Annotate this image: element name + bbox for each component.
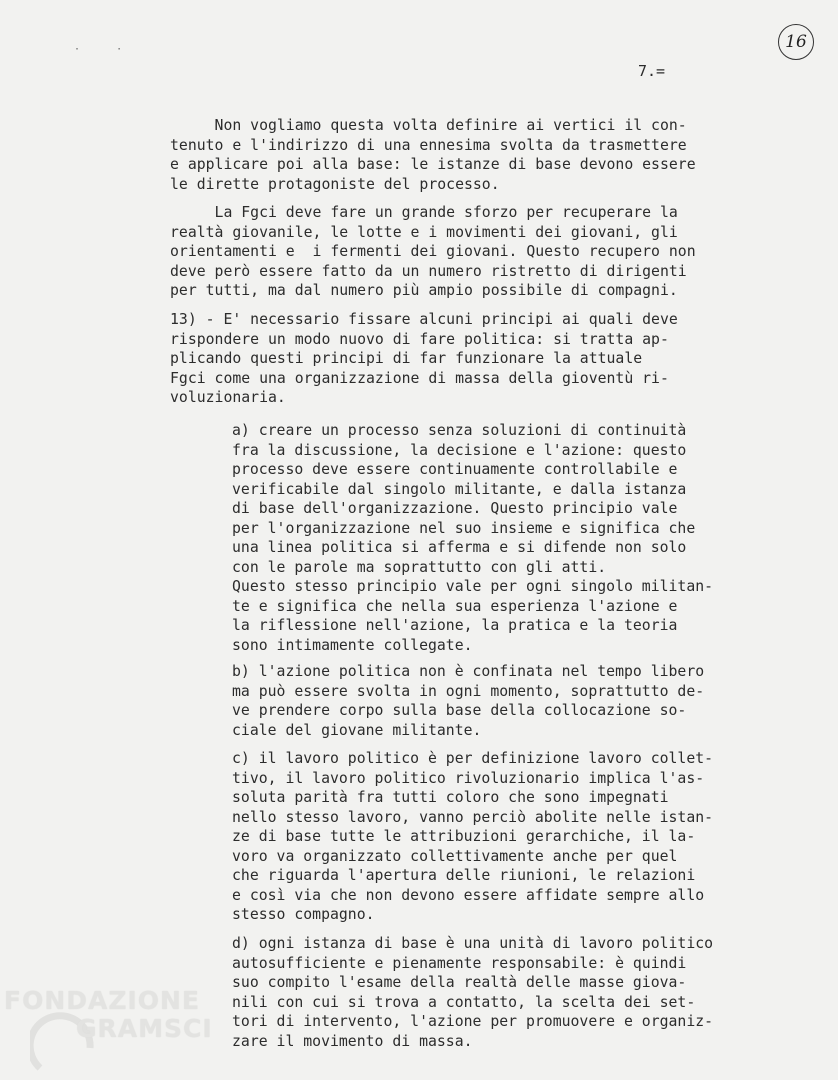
text-line: ze di base tutte le attribuzioni gerarchiche, il la-: [232, 828, 696, 845]
text-line: Questo stesso principio vale per ogni singolo militan-: [232, 578, 714, 595]
text-line: ma può essere svolta in ogni momento, soprattutto de-: [232, 682, 705, 700]
text-line: di base dell'organizzazione. Questo principio vale: [232, 500, 678, 517]
scan-specks: · ·: [74, 44, 123, 55]
text-line: verificabile dal singolo militante, e dalla istanza: [232, 480, 687, 498]
text-line: soluta parità fra tutti coloro che sono impegnati: [232, 789, 669, 806]
text-line: ciale del giovane militante.: [232, 721, 482, 739]
list-item-b: [232, 662, 704, 740]
text-line: sono intimamente collegate.: [232, 636, 473, 654]
text-line: zare il movimento di massa.: [232, 1032, 473, 1050]
handwritten-page-number: 16: [778, 24, 814, 60]
list-item-d: [232, 934, 713, 1051]
text-line: nello stesso lavoro, vanno perciò abolite nelle istan-: [232, 808, 714, 826]
list-item-c: [232, 749, 713, 925]
text-line: e applicare poi alla base: le istanze di base devono essere: [170, 156, 696, 173]
text-line: a) creare un processo senza soluzioni di continuità: [232, 422, 687, 439]
paragraph-point-13: [170, 310, 678, 408]
watermark-line-2: GRAMSCI: [76, 1014, 213, 1043]
text-line: autosufficiente e pienamente responsabile: è quindi: [232, 954, 687, 972]
text-line: orientamenti e i fermenti dei giovani. Questo recupero non: [170, 243, 696, 260]
text-line: nili con cui si trova a contatto, la scelta dei set-: [232, 993, 696, 1011]
text-line: voluzionaria.: [170, 389, 286, 406]
text-line: suo compito l'esame della realtà delle masse giova-: [232, 974, 687, 991]
text-line: per l'organizzazione nel suo insieme e significa che: [232, 519, 696, 537]
text-line: voro va organizzato collettivamente anche per quel: [232, 847, 678, 865]
text-line: b) l'azione politica non è confinata nel tempo libero: [232, 663, 705, 680]
text-line: con le parole ma soprattutto con gli atti.: [232, 558, 607, 576]
paragraph-intro: [170, 116, 696, 194]
text-line: una linea politica si afferma e si difende non solo: [232, 539, 687, 556]
paragraph-fgci: [170, 203, 696, 301]
text-line: realtà giovanile, le lotte e i movimenti dei giovani, gli: [170, 223, 678, 241]
list-item-a: [232, 421, 713, 655]
text-line: rispondere un modo nuovo di fare politica: si tratta ap-: [170, 330, 669, 348]
text-line: deve però essere fatto da un numero ristretto di dirigenti: [170, 262, 687, 280]
text-line: la riflessione nell'azione, la pratica e la teoria: [232, 617, 678, 634]
text-line: plicando questi principi di far funzionare la attuale: [170, 350, 643, 367]
text-line: 13) - E' necessario fissare alcuni principi ai quali deve: [170, 311, 678, 328]
text-line: ve prendere corpo sulla base della collocazione so-: [232, 702, 687, 719]
text-line: le dirette protagoniste del processo.: [170, 175, 500, 193]
typed-page-number: 7.=: [638, 62, 666, 80]
fondazione-gramsci-watermark: [2, 986, 222, 1076]
text-line: tenuto e l'indirizzo di una ennesima svolta da trasmettere: [170, 136, 687, 154]
text-line: Fgci come una organizzazione di massa della gioventù ri-: [170, 369, 669, 387]
text-line: tori di intervento, l'azione per promuovere e organiz-: [232, 1013, 714, 1030]
text-line: La Fgci deve fare un grande sforzo per recuperare la: [170, 204, 678, 221]
text-line: fra la discussione, la decisione e l'azione: questo: [232, 441, 687, 459]
text-line: e così via che non devono essere affidate sempre allo: [232, 886, 705, 904]
text-line: c) il lavoro politico è per definizione lavoro collet-: [232, 750, 714, 767]
text-line: d) ogni istanza di base è una unità di lavoro politico: [232, 935, 714, 952]
text-line: stesso compagno.: [232, 906, 375, 923]
text-line: te e significa che nella sua esperienza l'azione e: [232, 597, 678, 615]
text-line: per tutti, ma dal numero più ampio possibile di compagni.: [170, 282, 678, 299]
watermark-line-1: FONDAZIONE: [4, 986, 201, 1015]
text-line: tivo, il lavoro politico rivoluzionario implica l'as-: [232, 769, 705, 787]
text-line: che riguarda l'apertura delle riunioni, le relazioni: [232, 867, 696, 884]
text-line: processo deve essere continuamente controllabile e: [232, 461, 678, 478]
text-line: Non vogliamo questa volta definire ai vertici il con-: [170, 117, 687, 134]
